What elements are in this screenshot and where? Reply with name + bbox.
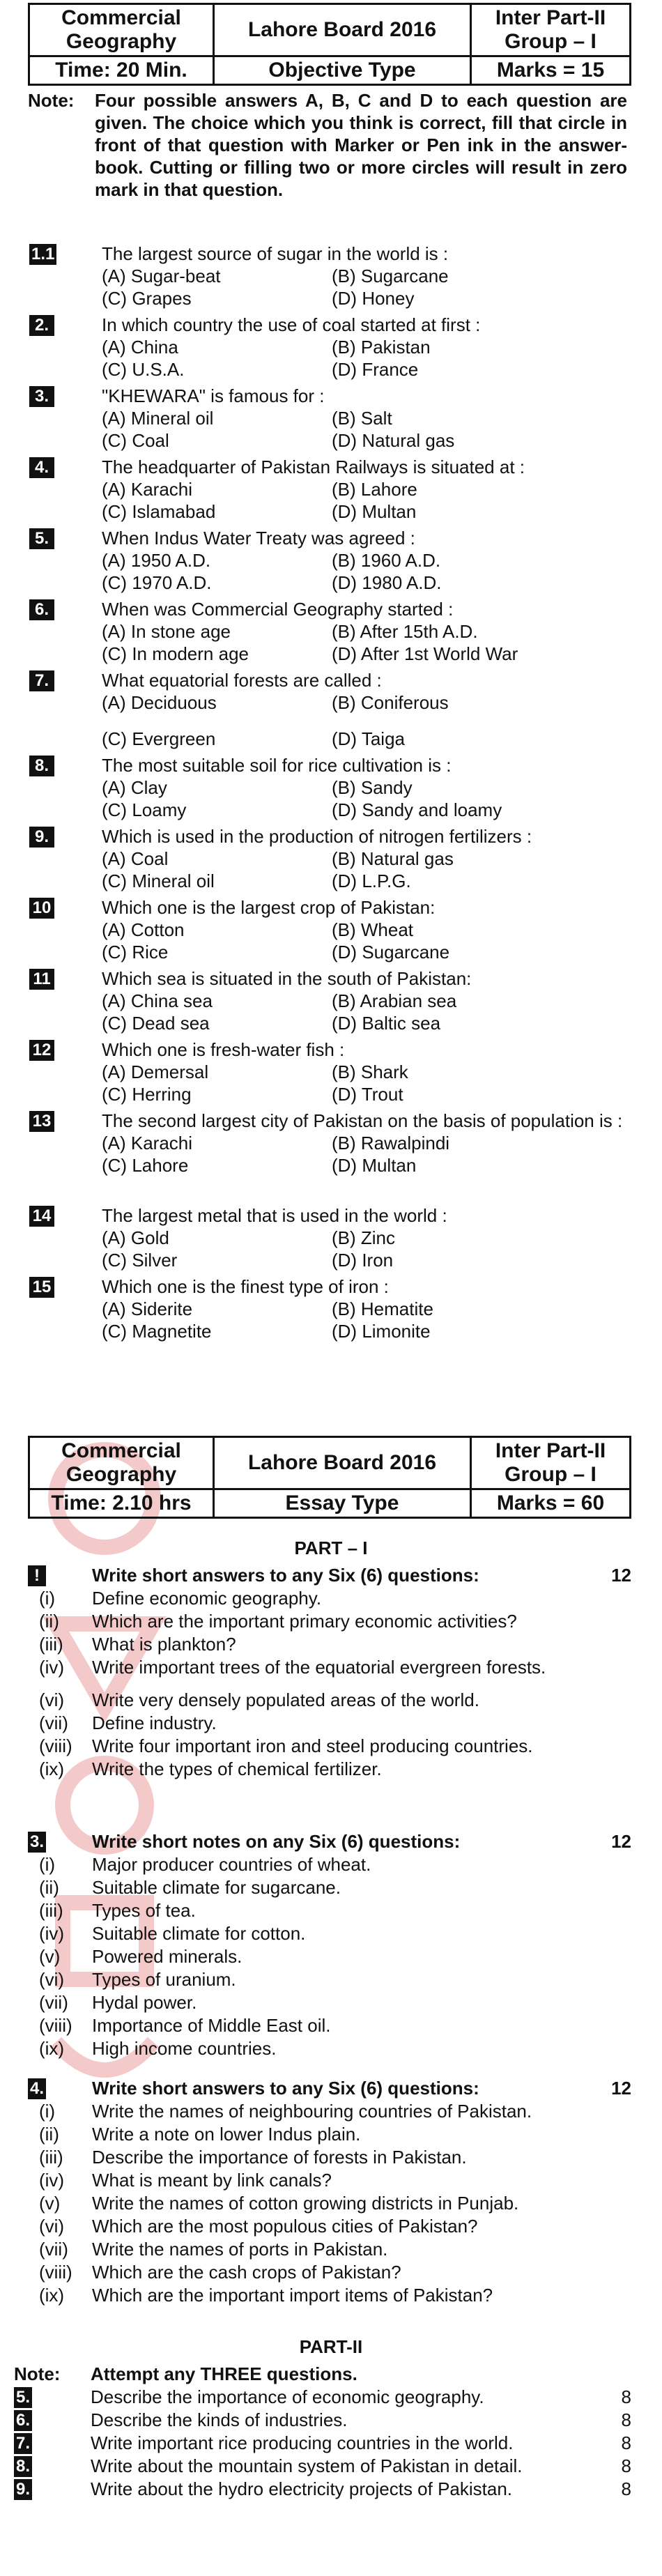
list-item — [28, 2037, 631, 2060]
item-text: Major producer countries of wheat. — [92, 1854, 371, 1875]
item-text: Write the types of chemical fertilizer. — [92, 1758, 382, 1779]
item-number: (iii) — [39, 2147, 63, 2168]
item-number: (ii) — [39, 1611, 59, 1632]
list-item — [28, 2215, 631, 2238]
long-question — [14, 2478, 631, 2501]
mcq-stem: The largest metal that is used in the world : — [102, 1205, 447, 1226]
option-a: (A) Cotton — [102, 919, 185, 940]
class-cell — [471, 1437, 631, 1489]
mcq-1 — [28, 243, 631, 309]
question-number: 9. — [14, 2479, 32, 2500]
objective-note — [28, 89, 627, 201]
item-text: Hydal power. — [92, 1992, 197, 2013]
mcq-number: 5. — [29, 528, 54, 549]
note-label: Note: — [28, 90, 75, 111]
item-number: (vii) — [39, 2239, 68, 2260]
mcq-7 — [28, 669, 631, 750]
item-number: (iii) — [39, 1900, 63, 1921]
option-c: (C) U.S.A. — [102, 359, 185, 380]
item-text: Write important trees of the equatorial evergreen forests. — [92, 1657, 546, 1678]
item-text: What is plankton? — [92, 1634, 236, 1655]
item-text: Types of tea. — [92, 1900, 196, 1921]
question-number: 3. — [28, 1832, 46, 1853]
question-heading — [28, 1830, 631, 1853]
item-text: Describe the importance of forests in Pakistan. — [92, 2147, 467, 2168]
item-text: Write the names of ports in Pakistan. — [92, 2239, 388, 2260]
mcq-number: 3. — [29, 386, 54, 407]
question-number: 7. — [14, 2433, 32, 2454]
item-text: Which are the most populous cities of Pakistan? — [92, 2216, 478, 2237]
list-item — [28, 2014, 631, 2037]
mcq-3 — [28, 385, 631, 452]
list-item — [28, 1876, 631, 1899]
item-text: Importance of Middle East oil. — [92, 2015, 331, 2036]
option-d: (D) Iron — [332, 1250, 394, 1271]
class-line1: Inter Part-II — [495, 1439, 606, 1462]
mcq-number: 14 — [29, 1206, 54, 1227]
option-d: (D) Baltic sea — [332, 1013, 441, 1034]
part-2-questions — [14, 2363, 631, 2501]
mcq-number: 12 — [29, 1040, 54, 1061]
mcq-stem: Which one is the finest type of iron : — [102, 1276, 389, 1297]
option-a: (A) Clay — [102, 777, 167, 798]
option-c: (C) In modern age — [102, 643, 249, 664]
option-a: (A) Karachi — [102, 1133, 193, 1153]
mcq-2 — [28, 314, 631, 381]
item-text: Write the names of cotton growing districts in Punjab. — [92, 2193, 519, 2214]
subject-line1: Commercial — [61, 1439, 181, 1462]
item-text: Powered minerals. — [92, 1946, 243, 1967]
mcq-number: 6. — [29, 599, 54, 620]
item-number: (vii) — [39, 1712, 68, 1733]
option-c: (C) Rice — [102, 942, 169, 963]
question-marks: 12 — [611, 1831, 631, 1852]
question-marks: 8 — [621, 2409, 631, 2430]
note-label: Note: — [14, 2363, 61, 2384]
mcq-12 — [28, 1038, 631, 1105]
mcq-number: 10 — [29, 898, 54, 919]
item-text: Write very densely populated areas of the world. — [92, 1689, 479, 1710]
question-text: Write about the hydro electricity projects of Pakistan. — [91, 2478, 513, 2499]
mcq-number: 2. — [29, 315, 54, 336]
item-number: (iv) — [39, 2170, 65, 2191]
mcq-number: 1.1 — [29, 244, 56, 265]
list-item — [28, 1712, 631, 1735]
question-heading — [28, 1564, 631, 1587]
list-item — [28, 2261, 631, 2284]
option-b: (B) Arabian sea — [332, 990, 457, 1011]
item-number: (viii) — [39, 1735, 72, 1756]
option-b: (B) Sugarcane — [332, 266, 449, 286]
subject-line1: Commercial — [61, 6, 181, 29]
item-number: (iv) — [39, 1923, 65, 1944]
option-c: (C) Islamabad — [102, 501, 216, 522]
mcq-stem: What equatorial forests are called : — [102, 670, 382, 691]
list-item — [28, 1735, 631, 1758]
option-c: (C) Evergreen — [102, 728, 216, 749]
option-a: (A) Karachi — [102, 479, 193, 500]
mcq-10 — [28, 896, 631, 963]
option-d: (D) L.P.G. — [332, 871, 411, 891]
item-text: High income countries. — [92, 2038, 277, 2059]
option-a: (A) Sugar-beat — [102, 266, 221, 286]
option-b: (B) Salt — [332, 408, 392, 429]
item-text: What is meant by link canals? — [92, 2170, 332, 2191]
question-number: 6. — [14, 2410, 32, 2431]
mcq-stem: Which sea is situated in the south of Pakistan: — [102, 968, 472, 989]
option-b: (B) Shark — [332, 1061, 408, 1082]
item-text: Which are the important import items of Pakistan? — [92, 2285, 493, 2306]
class-cell — [471, 4, 631, 56]
item-number: (v) — [39, 1946, 61, 1967]
question-4 — [28, 2077, 631, 2307]
item-text: Which are the cash crops of Pakistan? — [92, 2262, 401, 2283]
option-b: (B) Sandy — [332, 777, 413, 798]
option-b: (B) Wheat — [332, 919, 414, 940]
item-number: (ix) — [39, 2038, 65, 2059]
question-marks: 12 — [611, 2078, 631, 2099]
part-2-title: PART-II — [299, 2336, 363, 2357]
subject-cell — [29, 4, 214, 56]
option-d: (D) Trout — [332, 1084, 403, 1105]
note-text: Four possible answers A, B, C and D to each question are given. The choice which you think is correct, fill that circle in front of that question with Marker or Pen ink in the answer-book. Cutting or filling two or more circles will result in zero mark in that question. — [95, 90, 627, 200]
item-text: Which are the important primary economic activities? — [92, 1611, 517, 1632]
option-c: (C) Mineral oil — [102, 871, 215, 891]
option-b: (B) Pakistan — [332, 337, 431, 358]
long-question — [14, 2386, 631, 2409]
part-2-note — [14, 2363, 631, 2386]
item-text: Define industry. — [92, 1712, 217, 1733]
list-item — [28, 1922, 631, 1945]
option-d: (D) Multan — [332, 501, 417, 522]
list-item — [28, 1587, 631, 1610]
item-text: Suitable climate for sugarcane. — [92, 1877, 341, 1898]
mcq-stem: Which one is fresh-water fish : — [102, 1039, 345, 1060]
option-d: (D) Sandy and loamy — [332, 799, 502, 820]
item-text: Define economic geography. — [92, 1588, 322, 1609]
mcq-number: 15 — [29, 1277, 54, 1298]
class-line2: Group – I — [505, 30, 596, 53]
item-number: (iv) — [39, 1657, 65, 1678]
option-a: (A) Demersal — [102, 1061, 209, 1082]
question-number: 8. — [14, 2456, 32, 2477]
item-number: (ix) — [39, 1758, 65, 1779]
mcq-number: 4. — [29, 457, 54, 478]
mcq-14 — [28, 1204, 631, 1271]
item-number: (viii) — [39, 2015, 72, 2036]
question-number: 4. — [28, 2078, 46, 2099]
mcq-stem: The headquarter of Pakistan Railways is situated at : — [102, 457, 525, 477]
item-number: (ix) — [39, 2285, 65, 2306]
question-title: Write short answers to any Six (6) questions: — [92, 2078, 479, 2099]
long-question — [14, 2455, 631, 2478]
mcq-number: 8. — [29, 756, 54, 776]
class-line2: Group – I — [505, 1463, 596, 1486]
mcq-13 — [28, 1110, 631, 1176]
option-b: (B) Coniferous — [332, 692, 449, 713]
subject-line2: Geography — [66, 1463, 177, 1486]
mcq-number: 7. — [29, 670, 54, 691]
question-title: Write short answers to any Six (6) questions: — [92, 1565, 479, 1586]
option-d: (D) Honey — [332, 288, 415, 309]
option-c: (C) Loamy — [102, 799, 187, 820]
option-a: (A) Siderite — [102, 1298, 193, 1319]
item-number: (i) — [39, 2101, 56, 2122]
list-item — [28, 2238, 631, 2261]
question-text: Describe the kinds of industries. — [91, 2409, 348, 2430]
time-cell: Time: 20 Min. — [29, 56, 214, 85]
mcq-stem: The most suitable soil for rice cultivation is : — [102, 755, 452, 776]
item-number: (v) — [39, 2193, 61, 2214]
option-a: (A) In stone age — [102, 621, 231, 642]
question-text: Write about the mountain system of Pakistan in detail. — [91, 2455, 523, 2476]
option-b: (B) Zinc — [332, 1227, 395, 1248]
mcq-11 — [28, 967, 631, 1034]
option-c: (C) Lahore — [102, 1155, 189, 1176]
option-c: (C) Grapes — [102, 288, 192, 309]
mcq-9 — [28, 825, 631, 892]
question-2 — [28, 1564, 631, 1781]
option-d: (D) 1980 A.D. — [332, 572, 442, 593]
list-item — [28, 1945, 631, 1968]
mcq-stem: The largest source of sugar in the world is : — [102, 243, 449, 264]
question-3 — [28, 1830, 631, 2060]
list-item — [28, 2284, 631, 2307]
item-number: (vii) — [39, 1992, 68, 2013]
mcq-8 — [28, 754, 631, 821]
objective-header — [28, 3, 631, 86]
option-a: (A) China — [102, 337, 178, 358]
long-question — [14, 2432, 631, 2455]
list-item — [28, 2123, 631, 2146]
mcq-number: 9. — [29, 827, 54, 848]
list-item — [28, 1610, 631, 1633]
mcq-stem: Which is used in the production of nitrogen fertilizers : — [102, 826, 532, 847]
note-text: Attempt any THREE questions. — [91, 2363, 357, 2384]
list-item — [28, 1633, 631, 1656]
question-number: 5. — [14, 2387, 32, 2408]
mcq-6 — [28, 598, 631, 665]
item-text: Write a note on lower Indus plain. — [92, 2124, 361, 2145]
type-cell: Essay Type — [214, 1489, 471, 1518]
item-number: (ii) — [39, 1877, 59, 1898]
list-item — [28, 2100, 631, 2123]
mcq-5 — [28, 527, 631, 594]
option-b: (B) Hematite — [332, 1298, 433, 1319]
mcq-4 — [28, 456, 631, 523]
option-d: (D) Sugarcane — [332, 942, 450, 963]
question-text: Write important rice producing countries in the world. — [91, 2432, 514, 2453]
long-question — [14, 2409, 631, 2432]
item-number: (viii) — [39, 2262, 72, 2283]
option-c: (C) 1970 A.D. — [102, 572, 212, 593]
question-text: Describe the importance of economic geography. — [91, 2386, 484, 2407]
option-d: (D) Taiga — [332, 728, 406, 749]
option-b: (B) Rawalpindi — [332, 1133, 450, 1153]
mcq-stem: "KHEWARA" is famous for : — [102, 385, 325, 406]
option-c: (C) Silver — [102, 1250, 178, 1271]
option-a: (A) Coal — [102, 848, 169, 869]
option-c: (C) Dead sea — [102, 1013, 210, 1034]
item-number: (vi) — [39, 2216, 65, 2237]
list-item — [28, 2169, 631, 2192]
list-item — [28, 1656, 631, 1679]
option-a: (A) Gold — [102, 1227, 169, 1248]
option-a: (A) 1950 A.D. — [102, 550, 211, 571]
list-item — [28, 1991, 631, 2014]
option-d: (D) Multan — [332, 1155, 417, 1176]
marks-cell: Marks = 60 — [471, 1489, 631, 1518]
item-number: (i) — [39, 1854, 56, 1875]
item-text: Suitable climate for cotton. — [92, 1923, 306, 1944]
subject-line2: Geography — [66, 30, 177, 53]
item-number: (vi) — [39, 1969, 65, 1990]
mcq-number: 13 — [29, 1111, 54, 1132]
option-a: (A) China sea — [102, 990, 213, 1011]
class-line1: Inter Part-II — [495, 6, 606, 29]
question-marks: 8 — [621, 2455, 631, 2476]
question-marks: 8 — [621, 2432, 631, 2453]
list-item — [28, 1689, 631, 1712]
option-d: (D) France — [332, 359, 419, 380]
mcq-stem: In which country the use of coal started at first : — [102, 314, 481, 335]
list-item — [28, 2192, 631, 2215]
mcq-stem: When was Commercial Geography started : — [102, 599, 454, 620]
option-c: (C) Herring — [102, 1084, 192, 1105]
item-text: Types of uranium. — [92, 1969, 236, 1990]
mcq-stem: The second largest city of Pakistan on the basis of population is : — [102, 1110, 623, 1131]
part-1-title: PART – I — [294, 1538, 368, 1558]
question-number: ! — [28, 1565, 46, 1586]
list-item — [28, 1899, 631, 1922]
question-title: Write short notes on any Six (6) questions: — [92, 1831, 461, 1852]
list-item — [28, 1758, 631, 1781]
type-cell: Objective Type — [214, 56, 471, 85]
question-marks: 8 — [621, 2478, 631, 2499]
subject-cell — [29, 1437, 214, 1489]
option-c: (C) Magnetite — [102, 1321, 212, 1342]
item-text: Write the names of neighbouring countries of Pakistan. — [92, 2101, 532, 2122]
option-d: (D) Natural gas — [332, 430, 455, 451]
item-number: (iii) — [39, 1634, 63, 1655]
marks-cell: Marks = 15 — [471, 56, 631, 85]
option-b: (B) Natural gas — [332, 848, 454, 869]
question-heading — [28, 2077, 631, 2100]
option-b: (B) After 15th A.D. — [332, 621, 478, 642]
option-d: (D) After 1st World War — [332, 643, 518, 664]
item-text: Write four important iron and steel producing countries. — [92, 1735, 533, 1756]
option-a: (A) Mineral oil — [102, 408, 214, 429]
mcq-stem: Which one is the largest crop of Pakistan: — [102, 897, 436, 918]
list-item — [28, 1853, 631, 1876]
option-a: (A) Deciduous — [102, 692, 217, 713]
board-cell: Lahore Board 2016 — [214, 1437, 471, 1489]
option-b: (B) Lahore — [332, 479, 417, 500]
option-b: (B) 1960 A.D. — [332, 550, 441, 571]
mcq-number: 11 — [29, 969, 54, 990]
mcq-15 — [28, 1275, 631, 1342]
mcq-stem: When Indus Water Treaty was agreed : — [102, 528, 415, 549]
question-marks: 12 — [611, 1565, 631, 1586]
option-c: (C) Coal — [102, 430, 169, 451]
option-d: (D) Limonite — [332, 1321, 431, 1342]
board-cell: Lahore Board 2016 — [214, 4, 471, 56]
question-marks: 8 — [621, 2386, 631, 2407]
item-number: (i) — [39, 1588, 56, 1609]
time-cell: Time: 2.10 hrs — [29, 1489, 214, 1518]
item-number: (ii) — [39, 2124, 59, 2145]
list-item — [28, 2146, 631, 2169]
item-number: (vi) — [39, 1689, 65, 1710]
list-item — [28, 1968, 631, 1991]
essay-header — [28, 1436, 631, 1519]
